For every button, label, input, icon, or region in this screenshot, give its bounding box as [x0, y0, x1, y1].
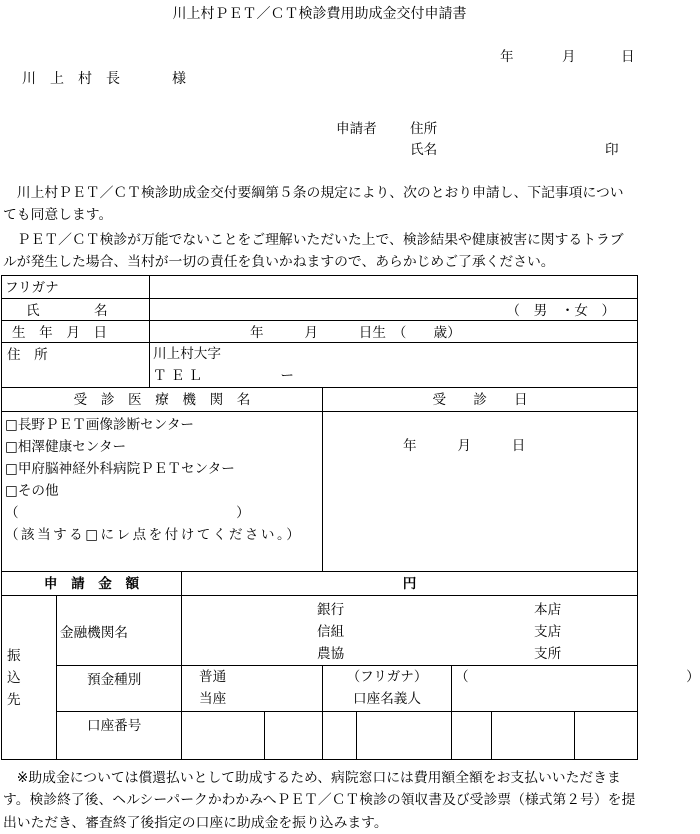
furigana-label: フリガナ — [2, 276, 150, 299]
birthdate-row — [2, 321, 638, 343]
furigana-row — [2, 276, 638, 299]
intro-paragraph-2: ＰＥＴ／ＣＴ検診が万能でないことをご理解いただいた上で、検診結果や健康被害に関するトラブルが発生した場合、当村が一切の責任を負いかねますので、あらかじめご了承ください。 — [3, 232, 624, 271]
account-digit-1[interactable] — [182, 712, 265, 760]
bank-type-bank: 銀行 — [317, 602, 345, 618]
applicant-label: 申請者 — [336, 121, 377, 137]
seal-mark: 印 — [605, 142, 619, 158]
branch-type-sub: 支所 — [534, 646, 562, 662]
institution-other-blank[interactable]: （ ） — [5, 505, 250, 521]
amount-unit: 円 — [402, 576, 417, 592]
deposit-label: 預金種別 — [57, 666, 182, 712]
name-input[interactable] — [150, 299, 638, 321]
address-row — [2, 343, 638, 388]
institution-option-other[interactable]: □その他 — [5, 483, 59, 499]
transfer-label-3: 先 — [7, 691, 21, 708]
account-digit-7[interactable] — [575, 712, 638, 760]
holder-label-cell — [323, 666, 452, 712]
deposit-row — [2, 666, 638, 712]
holder-label: 口座名義人 — [353, 691, 421, 707]
institution-row — [2, 412, 638, 572]
amount-row — [2, 572, 638, 596]
bank-row — [2, 596, 638, 666]
account-digit-5[interactable] — [452, 712, 492, 760]
birthdate-label: 生 年 月 日 — [2, 321, 150, 343]
institution-header: 受 診 医 療 機 関 名 — [2, 388, 323, 412]
account-number-label: 口座番号 — [57, 712, 182, 760]
account-digit-6[interactable] — [492, 712, 575, 760]
amount-label: 申 請 金 額 — [2, 572, 182, 596]
address-input[interactable] — [150, 343, 638, 388]
account-digit-3[interactable] — [323, 712, 357, 760]
tel-label: ＴＥＬ — [153, 368, 207, 384]
account-digit-4[interactable] — [357, 712, 452, 760]
institution-option-aizawa[interactable]: □相澤健康センター — [5, 439, 127, 455]
tel-dash: ー — [280, 368, 294, 384]
gender-options[interactable]: （ 男 ・女 ） — [506, 303, 616, 319]
institution-option-kofu[interactable]: □甲府脳神経外科病院ＰＥＴセンター — [5, 461, 235, 477]
deposit-type-ordinary[interactable]: 普通 — [199, 669, 227, 685]
holder-furigana-label: （フリガナ） — [346, 669, 428, 685]
intro-paragraph-1: 川上村ＰＥＴ／ＣＴ検診助成金交付要綱第５条の規定により、次のとおり申請し、下記事項についても同意します。 — [3, 185, 624, 224]
exam-date-input[interactable] — [323, 412, 638, 572]
institution-header-row — [2, 388, 638, 412]
bank-type-agri: 農協 — [317, 646, 345, 662]
transfer-label — [2, 596, 57, 760]
date-day-label: 日 — [621, 49, 635, 65]
institution-options — [2, 412, 323, 572]
transfer-label-1: 振 — [7, 647, 21, 664]
holder-input[interactable] — [452, 666, 700, 712]
date-year-label: 年 — [500, 49, 514, 65]
check-note: （該当する□にレ点を付けてください。） — [5, 527, 303, 543]
tel-line — [153, 365, 634, 387]
institution-option-nagano[interactable]: □長野ＰＥＴ画像診断センター — [5, 417, 195, 433]
date-month-label: 月 — [562, 49, 576, 65]
footer-note: ※助成金については償還払いとして助成するため、病院窓口には費用額全額をお支払いいただきます。検診終了後、ヘルシーパークかわかみへＰＥＴ／ＣＴ検診の領収書及び受診票（様式第２号）を提出いただき、審査終了後指定の口座に助成金を振り込みます。 — [3, 770, 636, 831]
holder-blank: （ ） — [455, 669, 700, 685]
application-form-table — [1, 275, 700, 760]
bank-label: 金融機関名 — [57, 596, 182, 666]
exam-date-header: 受 診 日 — [323, 388, 638, 412]
branch-type-head: 本店 — [534, 602, 562, 618]
exam-date-format: 年 月 日 — [403, 438, 526, 454]
bank-type-credit: 信組 — [317, 624, 345, 640]
account-digit-2[interactable] — [265, 712, 323, 760]
applicant-name-label: 氏名 — [410, 142, 438, 158]
bank-input[interactable] — [182, 596, 638, 666]
addressee-honorific: 様 — [172, 71, 186, 87]
transfer-label-2: 込 — [7, 669, 21, 686]
deposit-type-current[interactable]: 当座 — [199, 691, 227, 707]
name-label: 氏 名 — [2, 299, 150, 321]
applicant-address-label: 住所 — [410, 121, 438, 137]
birthdate-input[interactable] — [150, 321, 638, 343]
account-number-row — [2, 712, 638, 760]
birthdate-format: 年 月 日生 （ 歳） — [250, 325, 461, 341]
name-row — [2, 299, 638, 321]
document-title: 川上村ＰＥＴ／ＣＴ検診費用助成金交付申請書 — [172, 6, 467, 22]
deposit-type-options[interactable] — [182, 666, 323, 712]
branch-type-branch: 支店 — [534, 624, 562, 640]
amount-input[interactable] — [182, 572, 638, 596]
addressee: 川 上 村 長 — [22, 71, 120, 87]
address-label: 住 所 — [2, 343, 150, 388]
furigana-input[interactable] — [150, 276, 638, 299]
address-prefix: 川上村大字 — [153, 346, 221, 362]
